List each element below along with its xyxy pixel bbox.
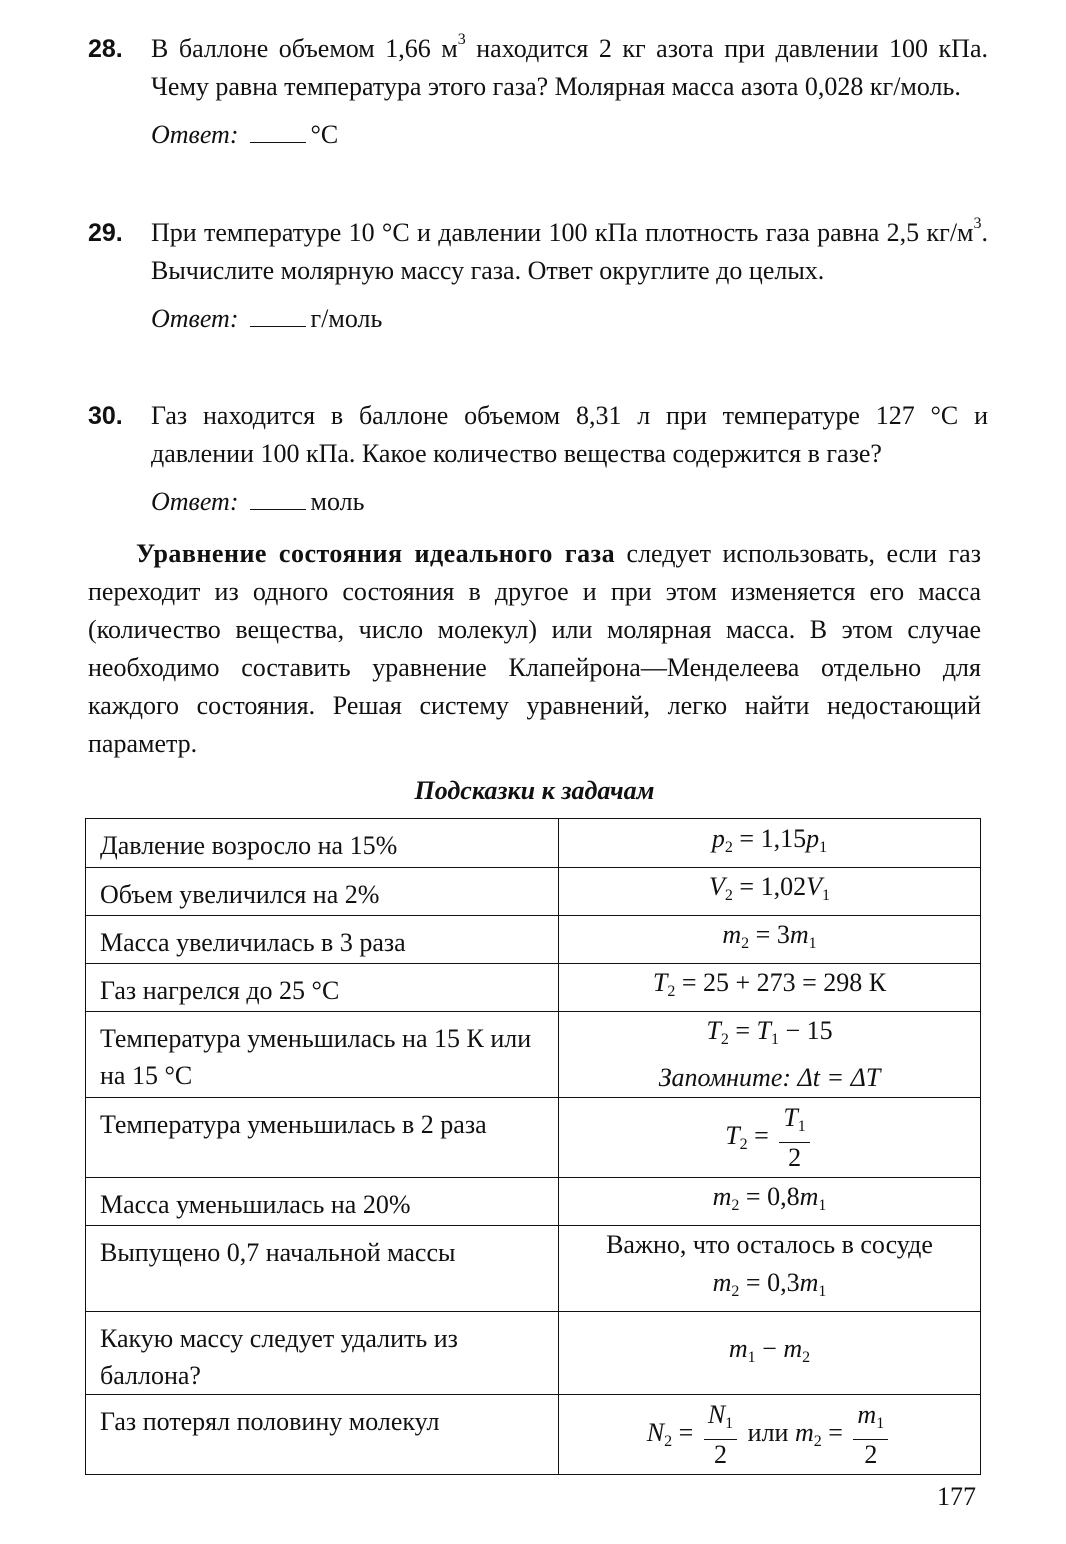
table-caption: Подсказки к задачам [414, 776, 655, 805]
problem-text: Газ находится в баллоне объемом 8,31 л при температуре 127 °C и давлении 100 кПа. Какое количество вещества содержится в газе? [151, 401, 988, 468]
hint-formula: $T_2 = T_1 - 15$ Запомните: Δt = ΔT [559, 1012, 981, 1098]
hints-table [85, 818, 981, 1475]
hint-condition: Газ нагрелся до 25 °C [86, 964, 559, 1012]
hint-condition: Масса увеличилась в 3 раза [86, 916, 559, 964]
table-row [86, 1012, 981, 1098]
answer-blank[interactable] [250, 306, 306, 327]
problem-number: 29. [88, 219, 123, 247]
hint-formula: $N_2$ = $\frac{N_1}{2}$ или $m_2$ = $\frac{m_1}{2}$ [559, 1395, 981, 1475]
hint-condition: Давление возросло на 15% [86, 819, 559, 868]
hint-condition: Объем увеличился на 2% [86, 868, 559, 916]
table-row [86, 819, 981, 868]
page-number: 177 [937, 1482, 976, 1511]
fraction: $\frac{T_1}{2}$ [779, 1103, 809, 1173]
hint-condition: Температура уменьшилась на 15 К или на 15 °C [86, 1012, 559, 1098]
table-row [86, 964, 981, 1012]
table-row [86, 1178, 981, 1226]
hint-condition: Газ потерял половину молекул [86, 1395, 559, 1475]
table-row [86, 868, 981, 916]
problem-30 [88, 397, 988, 519]
hint-formula: $m_2 = 3m_1$ [559, 916, 981, 964]
problem-text: В баллоне объемом 1,66 $м^3$ находится 2 кг азота при давлении 100 кПа. Чему равна температура этого газа? Молярная масса азота 0,028 кг/моль. [151, 31, 988, 101]
answer-blank[interactable] [250, 489, 306, 510]
table-row [86, 916, 981, 964]
fraction: $\frac{N_1}{2}$ [704, 1400, 737, 1470]
hint-condition: Выпущено 0,7 начальной массы [86, 1226, 559, 1312]
hint-formula: $V_2 = 1,02V_1$ [559, 868, 981, 916]
hint-formula: $m_1 - m_2$ [559, 1312, 981, 1395]
hint-condition: Какую массу следует удалить из баллона? [86, 1312, 559, 1395]
hint-condition: Температура уменьшилась в 2 раза [86, 1098, 559, 1178]
problem-28 [88, 30, 988, 152]
remember-note: Запомните: Δt = ΔT [658, 1063, 881, 1092]
hint-formula: $T_2$ = $\frac{T_1}{2}$ [559, 1098, 981, 1178]
answer-line: Ответ: моль [151, 487, 365, 516]
table-row [86, 1395, 981, 1475]
answer-line: Ответ: °C [151, 120, 339, 149]
table-row [86, 1312, 981, 1395]
hint-condition: Масса уменьшилась на 20% [86, 1178, 559, 1226]
hint-formula: $m_2 = 0,8m_1$ [559, 1178, 981, 1226]
fraction: $\frac{m_1}{2}$ [853, 1400, 888, 1470]
answer-blank[interactable] [250, 122, 306, 143]
theory-paragraph: Уравнение состояния идеального газа следует использовать, если газ переходит из одного состояния в другое и при этом изменяется его масса (количество вещества, число молекул) или молярная масса. В этом случае необходимо составить уравнение Клапейрона—Менделеева отдельно для каждого состояния. Решая систему уравнений, легко найти недостающий параметр. [88, 539, 981, 758]
problem-number: 30. [88, 402, 123, 430]
hint-formula: $p_2 = 1,15p_1$ [559, 819, 981, 868]
table-row [86, 1098, 981, 1178]
problem-29 [88, 214, 988, 336]
problem-number: 28. [88, 35, 123, 63]
answer-line: Ответ: г/моль [151, 304, 383, 333]
table-row [86, 1226, 981, 1312]
problem-text: При температуре 10 °C и давлении 100 кПа плотность газа равна 2,5 $кг/м^3$. Вычислите молярную массу газа. Ответ округлите до целых. [151, 215, 988, 285]
hint-formula: $T_2 = 25 + 273 = 298$ К [559, 964, 981, 1012]
hint-formula: Важно, что осталось в сосуде $m_2 = 0,3m_1$ [559, 1226, 981, 1312]
